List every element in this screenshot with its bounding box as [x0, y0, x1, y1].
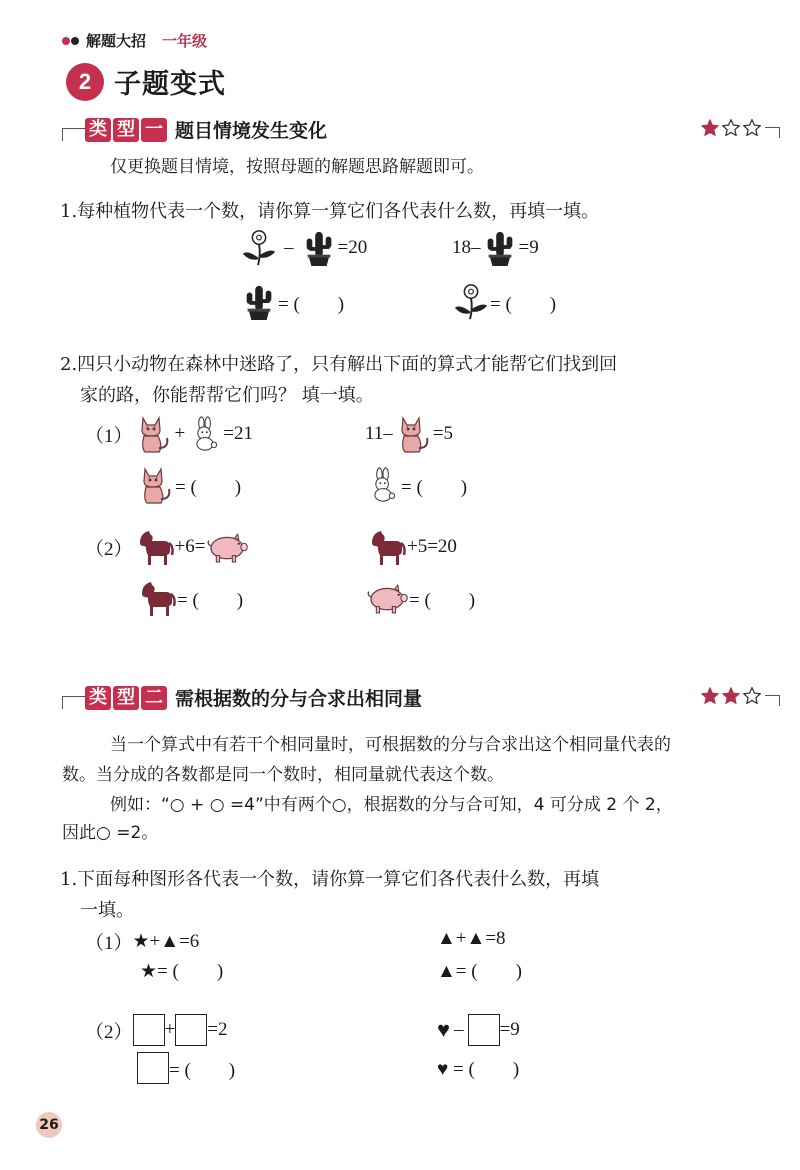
equation: ★+▲=6 — [132, 931, 200, 952]
chapter-title: 子题变式 — [114, 69, 226, 100]
q2-p1-equation-b — [365, 414, 453, 454]
lead: 18– — [452, 237, 481, 258]
cactus-icon — [240, 282, 278, 322]
type1-tag-2: 型 — [113, 118, 139, 142]
part-label: （2） — [85, 538, 133, 560]
corner-line — [765, 695, 780, 706]
horse-icon — [133, 527, 175, 567]
t2-p1-equation-b: ▲+▲=8 — [437, 928, 506, 949]
answer-blank[interactable]: = ( ) — [175, 476, 242, 498]
heart-icon: ♥ — [437, 1017, 451, 1042]
q2-p2-answer-horse — [135, 578, 243, 618]
type2-title: 需根据数的分与合求出相同量 — [175, 688, 423, 710]
pig-icon — [365, 582, 409, 614]
chapter-heading — [66, 62, 226, 101]
t2-p2-equation-a — [85, 1014, 227, 1046]
cat-icon — [135, 465, 175, 505]
q2-p2-answer-pig — [365, 582, 475, 614]
q1-equation-b — [452, 228, 539, 268]
answer-blank[interactable]: = ( ) — [409, 589, 476, 611]
result: +5=20 — [407, 536, 457, 557]
q2-p1-answer-cat — [135, 465, 241, 505]
cat-icon — [393, 414, 433, 454]
type1-q2-line1: 2.四只小动物在森林中迷路了，只有解出下面的算式才能帮它们找到回 — [60, 354, 618, 375]
part-label: （1） — [85, 933, 133, 954]
operator: + — [164, 1019, 176, 1040]
star-empty-icon — [721, 118, 741, 138]
cat-icon — [133, 414, 173, 454]
operator: + — [174, 423, 186, 444]
type1-title: 题目情境发生变化 — [175, 120, 328, 142]
type2-heading — [62, 684, 422, 711]
answer-blank[interactable]: = ( ) — [278, 293, 345, 315]
star-empty-icon — [742, 686, 762, 706]
square-icon — [137, 1052, 169, 1084]
result: =20 — [337, 237, 368, 258]
result: =9 — [499, 1019, 520, 1040]
operator: – — [284, 237, 294, 258]
result: =9 — [518, 237, 539, 258]
type2-desc-line4: 因此○ =2。 — [62, 823, 159, 843]
type1-tag-3: 一 — [141, 118, 167, 142]
q2-p2-equation-a — [85, 527, 249, 567]
type2-tag-1: 类 — [85, 686, 111, 710]
flower-icon — [452, 282, 490, 322]
star-filled-icon — [700, 686, 720, 706]
part-label: （1） — [85, 425, 133, 447]
t2-p2-answer-a — [137, 1052, 235, 1084]
cactus-icon — [481, 228, 519, 268]
result: =21 — [223, 423, 253, 444]
type2-tag-2: 型 — [113, 686, 139, 710]
chapter-number: 2 — [66, 63, 104, 101]
corner-line — [62, 696, 85, 709]
horse-icon — [135, 578, 177, 618]
answer-blank[interactable]: = ( ) — [169, 1059, 236, 1081]
square-icon — [468, 1014, 500, 1046]
part-label: （2） — [85, 1021, 133, 1043]
horse-icon — [365, 527, 407, 567]
t2-p1-equation-a — [85, 928, 199, 955]
type2-q1-line2: 一填。 — [80, 900, 134, 921]
operator: – — [454, 1019, 464, 1040]
q2-p1-equation-a — [85, 414, 253, 454]
lead: 11– — [365, 423, 393, 444]
q1-answer-cactus — [240, 282, 344, 322]
type1-difficulty-stars — [700, 118, 780, 138]
answer-blank[interactable]: = ( ) — [177, 589, 244, 611]
type2-desc-line3: 例如：“○ + ○ =4”中有两个○，根据数的分与合可知，4 可分成 2 个 2， — [110, 795, 673, 815]
square-icon — [133, 1014, 165, 1046]
type2-desc-line2: 数。当分成的各数都是同一个数时，相同量就代表这个数。 — [62, 765, 504, 785]
type1-heading — [62, 116, 327, 143]
pig-icon — [205, 531, 249, 563]
answer-blank[interactable]: = ( ) — [401, 476, 468, 498]
type2-difficulty-stars — [700, 686, 780, 706]
q2-p1-answer-rabbit — [365, 465, 467, 505]
grade-label: 一年级 — [162, 32, 208, 50]
q2-p2-equation-b — [365, 527, 457, 567]
q1-equation-a — [240, 228, 367, 268]
rabbit-icon — [187, 414, 223, 454]
type2-q1-line1: 1.下面每种图形各代表一个数，请你算一算它们各代表什么数，再填 — [60, 869, 600, 890]
corner-line — [765, 127, 780, 138]
q1-answer-flower — [452, 282, 556, 322]
t2-p2-equation-b — [437, 1014, 520, 1046]
type2-tag-3: 二 — [141, 686, 167, 710]
header-dots-icon — [62, 37, 80, 45]
result: =5 — [432, 423, 454, 444]
square-icon — [175, 1014, 207, 1046]
page-number: 26 — [36, 1112, 62, 1138]
t2-p1-answer-b[interactable]: ▲= ( ) — [437, 961, 522, 982]
type1-tag-1: 类 — [85, 118, 111, 142]
corner-line — [62, 128, 85, 141]
result: =2 — [207, 1019, 228, 1040]
answer-blank[interactable]: = ( ) — [490, 293, 557, 315]
rabbit-icon — [365, 465, 401, 505]
book-title: 解题大招 — [86, 32, 147, 50]
type1-q1-text: 1.每种植物代表一个数，请你算一算它们各代表什么数，再填一填。 — [60, 201, 600, 222]
page-header — [62, 30, 207, 51]
middle: +6= — [174, 536, 206, 557]
star-filled-icon — [721, 686, 741, 706]
type1-description: 仅更换题目情境，按照母题的解题思路解题即可。 — [110, 157, 484, 177]
cactus-icon — [300, 228, 338, 268]
type2-desc-line1: 当一个算式中有若干个相同量时，可根据数的分与合求出这个相同量代表的 — [110, 735, 671, 755]
star-filled-icon — [700, 118, 720, 138]
flower-icon — [240, 228, 278, 268]
type1-q2-line2: 家的路，你能帮帮它们吗？ 填一填。 — [80, 385, 374, 406]
star-empty-icon — [742, 118, 762, 138]
t2-p2-answer-b[interactable]: ♥ = ( ) — [437, 1059, 520, 1080]
t2-p1-answer-a[interactable]: ★= ( ) — [140, 961, 224, 982]
